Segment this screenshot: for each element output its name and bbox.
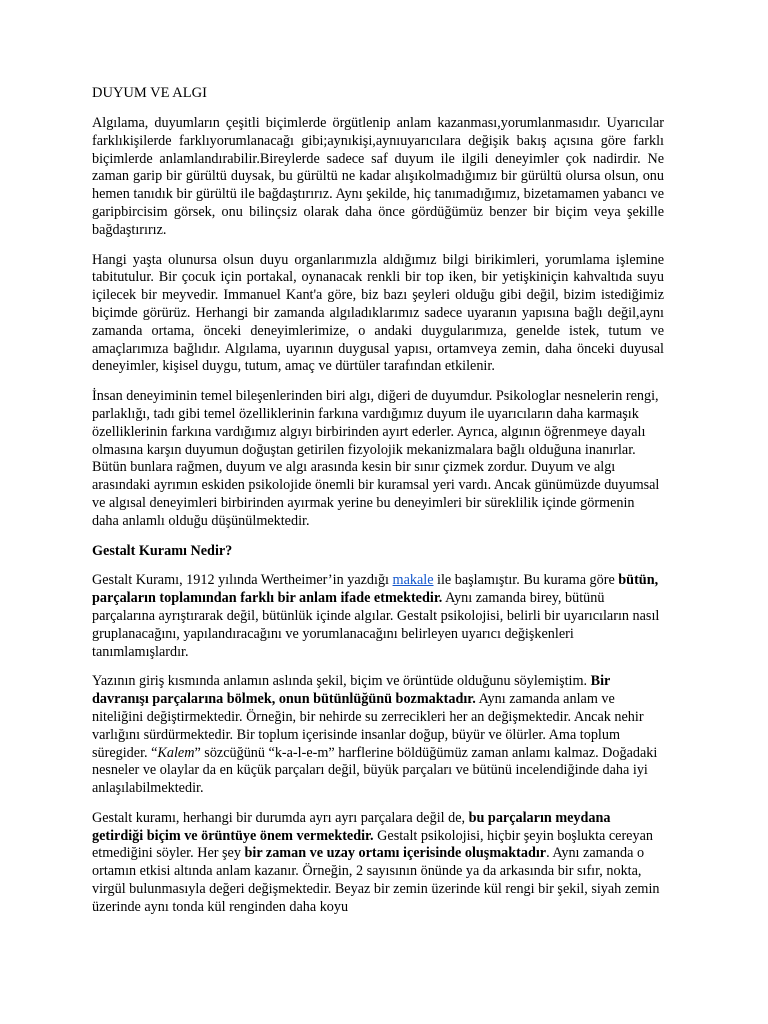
paragraph-algilama: Algılama, duyumların çeşitli biçimlerde örgütlenip anlam kazanması,yorumlanmasıdır. Uyarıcılar farklıkişilerde farklıyorumlanacağı gibi;aynıkişi,aynıuyarıcılara değişik bakış açısına göre farklı biçimlerde anlamlandırabilir.Bireylerde sadece saf duyum ile ilgili deneyimler çok nadirdir. Ne zaman garip bir gürültü duysak, bu gürültü ne kadar alışıkolmadığımız bir gürültü olursa olsun, onu hemen tanıdık bir gürültü ile bağdaştırırız. Aynı şekilde, hiç tanımadığımız, bizetamamen yabancı ve garipbircisim görsek, onu bilinçsiz olarak daha önce gördüğümüz benzer bir biçim veya şekille bağdaştırırız. (92, 115, 664, 238)
paragraph-insan-deneyimi: İnsan deneyiminin temel bileşenlerinden biri algı, diğeri de duyumdur. Psikologlar nesnelerin rengi, parlaklığı, tadı gibi temel özelliklerinin farkına vardığımız duyum ile uyarıcıların daha karmaşık özelliklerinin farkına vardığımız algıyı birbirinden ayırt ederler. Ayrıca, algının öğrenmeye dayalı olmasına karşın duyumun doğuştan getirilen fizyolojik mekanizmalara bağlı olduğuna inanırlar. Bütün bunlara rağmen, duyum ve algı arasında kesin bir sınır çizmek zordur. Duyum ve algı arasındaki ayrımın eskiden psikolojide önemli bir kuramsal yeri vardı. Ancak günümüzde duyumsal ve algısal deneyimleri birbirinden ayırmak yerine bu deneyimleri bir süreklilik içinde görmenin daha anlamlı olduğu düşünülmektedir. (92, 388, 660, 529)
text-run: . Aynı zamanda o ortamın etkisi altında anlam kazanır. Örneğin, 2 sayısının önünde ya da arkasında bir sıfır, nokta, virgül bulunmasıyla değeri değişmektedir. Beyaz bir zemin üzerinde kül rengi bir şekil, siyah zemin üzerinde aynı tonda kül renginden daha koyu (92, 845, 660, 915)
bold-run: Bir davranışı parçalarına bölmek, onun bütünlüğünü bozmaktadır. (92, 673, 611, 708)
text-run: Aynı zamanda birey, bütünü parçalarına ayrıştırarak değil, bütünlük içinde algılar. Gestalt psikolojisi, belirli bir uyarıcıların nasıl gruplanacağını, yapılandıracağını ve yorumlanacağını belirleyen uyarıcı değişkenleri tanımlamışlardır. (92, 590, 660, 660)
text-run: Yazının giriş kısmında anlamın aslında şekil, biçim ve örüntüde olduğunu söylemiştim. (92, 673, 591, 690)
section-heading-gestalt: Gestalt Kuramı Nedir? (92, 542, 233, 559)
italic-run: Kalem (157, 744, 195, 761)
text-run: Gestalt psikolojisi, hiçbir şeyin boşlukta cereyan etmediğini söyler. Her şey (92, 827, 653, 862)
bold-run: bütün, parçaların toplamından farklı bir anlam ifade etmektedir. (92, 572, 659, 607)
text-run: Gestalt kuramı, herhangi bir durumda ayrı ayrı parçalara değil de, (92, 809, 469, 826)
paragraph-gestalt-biçim (92, 810, 664, 917)
text-run: ” sözcüğünü “k-a-l-e-m” harflerine böldüğümüz zaman anlamı kalmaz. Doğadaki nesneler ve olaylar da en küçük parçaları değil, büyük parçaları ve bütünü incelendiğinde daha iyi anlaşılabilmektedir. (92, 744, 658, 797)
text-run: Gestalt Kuramı, 1912 yılında Wertheimer’in yazdığı (92, 572, 393, 589)
paragraph-hangi-yasta: Hangi yaşta olunursa olsun duyu organlarımızla aldığımız bilgi birikimleri, yorumlama işlemine tabitutulur. Bir çocuk için portakal, oynanacak renkli bir top iken, bir yetişkiniçin kahvaltıda suyu içilecek bir meyvedir. Immanuel Kant'a göre, biz bazı şeyleri olduğu gibi değil, bizim istediğimiz biçimde görürüz. Herhangi bir zamanda algıladıklarımız sadece uyaranın yapısına bağlı değil,aynı zamanda ortama, önceki deneyimlerimize, o andaki duygularımıza, genelde istek, tutum ve amaçlarımıza bağlıdır. Algılama, uyarının duygusal yapısı, ortamveya zemin, daha önceki duyusal deneyimler, kişisel duygu, tutum, amaç ve dürtüler tarafından etkilenir. (92, 251, 664, 375)
paragraph-yazinin-giris (92, 673, 664, 798)
page-title: DUYUM VE ALGI (92, 85, 207, 101)
text-run: ile başlamıştır. Bu kurama göre (433, 572, 619, 589)
makale-link[interactable]: makale (392, 572, 434, 589)
bold-run: bu parçaların meydana getirdiği biçim ve örüntüye önem vermektedir. (92, 809, 611, 844)
text-run: Aynı zamanda anlam ve niteliğini değiştirmektedir. Örneğin, bir nehirde su zerrecikleri her an değişmektedir. Ancak nehir varlığını sürdürmektedir. Bir toplum içerisinde insanlar doğup, büyür ve ölürler. Ama toplum süregider. “ (92, 691, 644, 761)
bold-run: bir zaman ve uzay ortamı içerisinde oluşmaktadır (244, 845, 547, 862)
paragraph-gestalt-kurami (92, 572, 664, 661)
